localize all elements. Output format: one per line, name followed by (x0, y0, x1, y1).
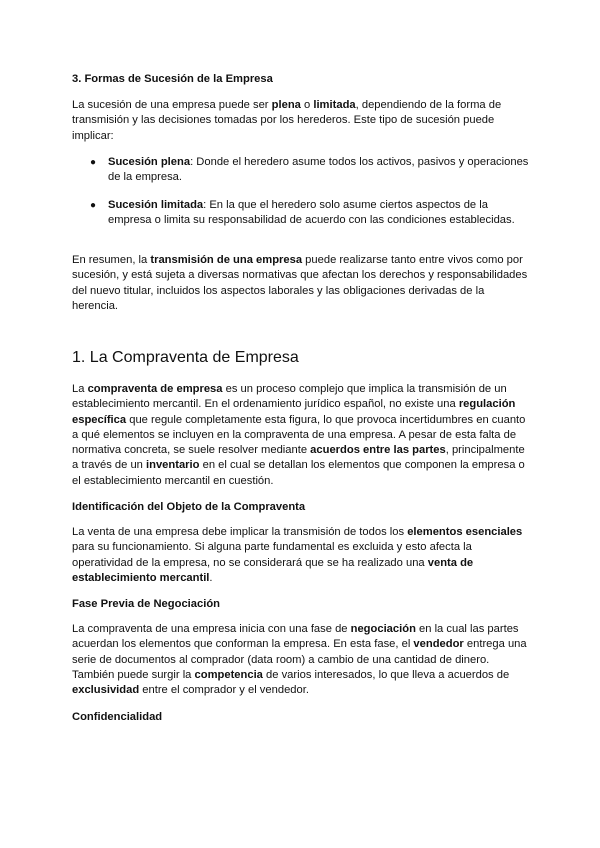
list-item: ● Sucesión plena: Donde el heredero asume todos los activos, pasivos y operaciones de la empresa. (90, 156, 529, 184)
subheading-identificacion-objeto: Identificación del Objeto de la Compraventa (72, 501, 306, 513)
paragraph-sucesion-intro: La sucesión de una empresa puede ser plena o limitada, dependiendo de la forma de transmisión y las decisiones tomadas por los herederos. Este tipo de sucesión puede implicar: (72, 99, 502, 142)
list-item: ● Sucesión limitada: En la que el heredero solo asume ciertos aspectos de la empresa o limita su responsabilidad de acuerdo con las condiciones establecidas. (90, 199, 515, 227)
subheading-confidencialidad: Confidencialidad (72, 711, 163, 723)
bullet-icon: ● (90, 200, 97, 211)
paragraph-resumen: En resumen, la transmisión de una empresa puede realizarse tanto entre vivos como por sucesión, y está sujeta a diversas normativas que afectan los derechos y responsabilidades del nuevo titular, incluidos los aspectos laborales y las obligaciones derivadas de la herencia. (72, 254, 528, 312)
bullet-icon: ● (90, 157, 97, 168)
paragraph-negociacion: La compraventa de una empresa inicia con una fase de negociación en la cual las partes acuerdan los elementos que conforman la empresa. En esta fase, el vendedor entrega una serie de documentos al comprador (data room) a cambio de una cantidad de dinero. También puede surgir la competencia de varios interesados, lo que lleva a acuerdos de exclusividad entre el comprador y el vendedor. (72, 623, 527, 697)
paragraph-identificacion: La venta de una empresa debe implicar la transmisión de todos los elementos esenciales para su funcionamiento. Si alguna parte fundamental es excluida y esto afecta la operatividad de la empresa, no se considerará que se ha realizado una venta de establecimiento mercantil. (72, 526, 523, 584)
paragraph-compraventa-intro: La compraventa de empresa es un proceso complejo que implica la transmisión de un establecimiento mercantil. En el ordenamiento jurídico español, no existe una regulación específica que regule completamente esta figura, lo que provoca incertidumbres en cuanto a qué elementos se incluyen en la compraventa de una empresa. A pesar de esta falta de normativa concreta, se suele resolver mediante acuerdos entre las partes, principalmente a través de un inventario en el cual se detallan los elementos que componen la empresa o el establecimiento mercantil en cuestión. (72, 383, 526, 487)
section-heading-formas-sucesion: 3. Formas de Sucesión de la Empresa (72, 73, 273, 85)
subheading-fase-previa: Fase Previa de Negociación (72, 598, 220, 610)
section-heading-compraventa: 1. La Compraventa de Empresa (72, 349, 299, 366)
